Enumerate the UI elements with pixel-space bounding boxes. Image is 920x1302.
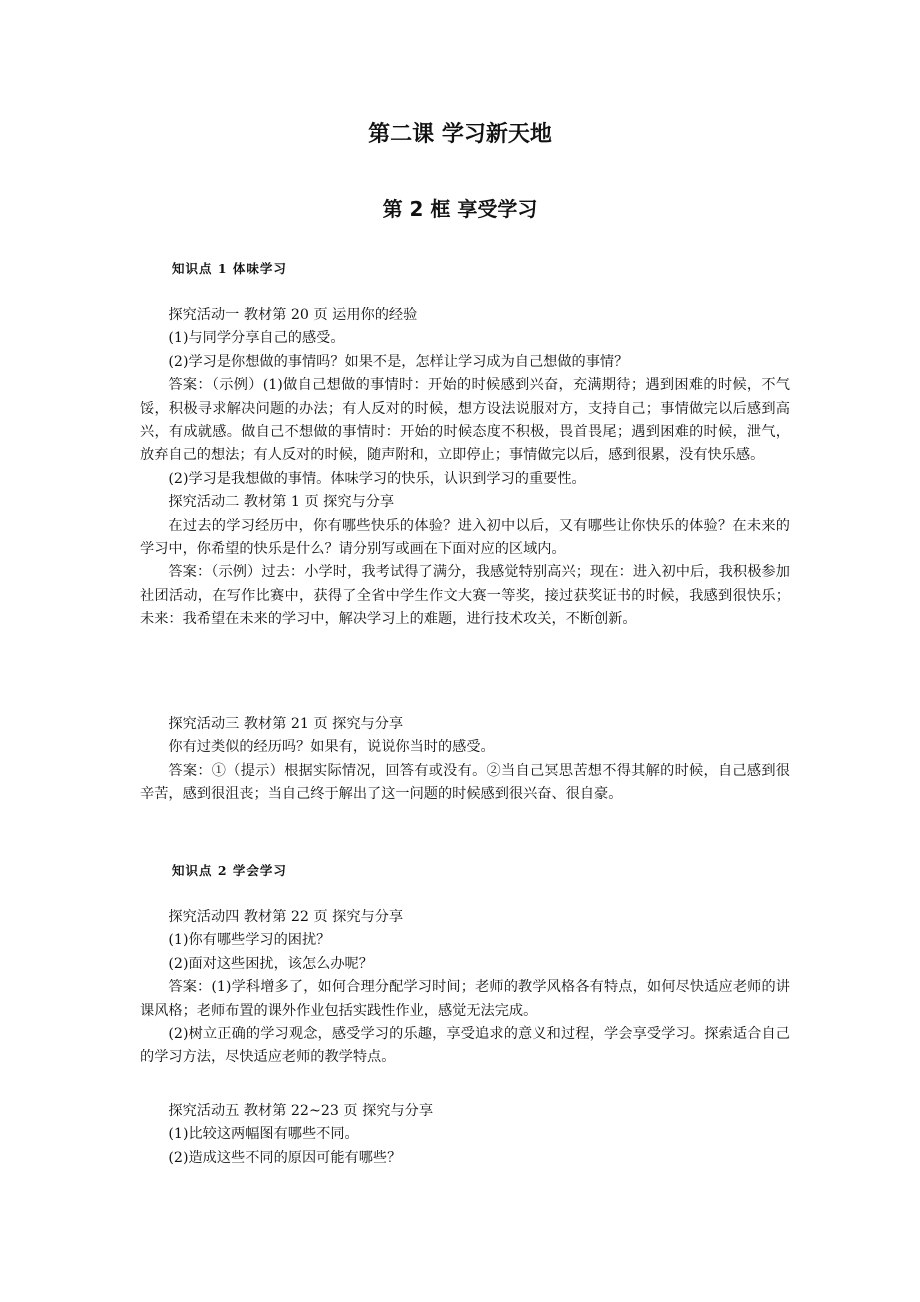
activity-4-question-1: (1)你有哪些学习的困扰？ xyxy=(168,932,331,949)
activity-4-question-2: (2)面对这些困扰，该怎么办呢？ xyxy=(168,955,373,972)
activity-4-answer-2: (2)树立正确的学习观念，感受学习的乐趣，享受追求的意义和过程，学会享受学习。探索适合自己的学习方法，尽快适应老师的教学特点。 xyxy=(140,1026,790,1066)
activity-5-question-2: (2)造成这些不同的原因可能有哪些？ xyxy=(168,1149,402,1166)
document-page xyxy=(140,0,790,1302)
activity-3-question: 你有过类似的经历吗？如果有，说说你当时的感受。 xyxy=(168,739,495,756)
activity-1-question-2: (2)学习是你想做的事情吗？如果不是，怎样让学习成为自己想做的事情？ xyxy=(168,353,629,370)
activity-2-answer: 答案：（示例）过去：小学时，我考试得了满分，我感觉特别高兴；现在：进入初中后，我积极参加社团活动，在写作比赛中，获得了全省中学生作文大赛一等奖，接过获奖证书的时候，我感到很快乐；未来：我希望在未来的学习中，解决学习上的难题，进行技术攻关，不断创新。 xyxy=(140,564,790,628)
activity-1-question-1: (1)与同学分享自己的感受。 xyxy=(168,330,345,347)
activity-5-section xyxy=(140,1100,790,1170)
activity-3-heading: 探究活动三 教材第 21 页 探究与分享 xyxy=(168,716,404,732)
activity-3-section xyxy=(140,713,790,807)
activity-1-section xyxy=(140,304,790,632)
activity-2-question: 在过去的学习经历中，你有哪些快乐的体验？进入初中以后，又有哪些让你快乐的体验？在未来的学习中，你希望的快乐是什么？请分别写或画在下面对应的区域内。 xyxy=(140,517,790,558)
activity-5-heading: 探究活动五 教材第 22~23 页 探究与分享 xyxy=(168,1103,434,1119)
knowledge-point-2-heading: 知识点 2 学会学习 xyxy=(172,863,287,878)
activity-1-answer-2: (2)学习是我想做的事情。体味学习的快乐，认识到学习的重要性。 xyxy=(168,470,586,487)
activity-1-heading: 探究活动一 教材第 20 页 运用你的经验 xyxy=(168,307,418,323)
activity-2-heading: 探究活动二 教材第 1 页 探究与分享 xyxy=(168,494,395,511)
activity-1-answer-1: 答案：（示例）(1)做自己想做的事情时：开始的时候感到兴奋，充满期待；遇到困难的时候，不气馁，积极寻求解决问题的办法；有人反对的时候，想方设法说服对方，支持自己；事情做完以后感到高兴，有成就感。做自己不想做的事情时：开始的时候态度不积极，畏首畏尾；遇到困难的时候，泄气，放弃自己的想法；有人反对的时候，随声附和，立即停止；事情做完以后，感到很累，没有快乐感。 xyxy=(140,377,790,464)
activity-3-answer: 答案：①（提示）根据实际情况，回答有或没有。②当自己冥思苦想不得其解的时候，自己感到很辛苦，感到很沮丧；当自己终于解出了这一问题的时候感到很兴奋、很自豪。 xyxy=(140,762,790,803)
activity-4-answer-1: 答案：(1)学科增多了，如何合理分配学习时间；老师的教学风格各有特点，如何尽快适应老师的讲课风格；老师布置的课外作业包括实践性作业，感觉无法完成。 xyxy=(140,979,790,1019)
activity-5-question-1: (1)比较这两幅图有哪些不同。 xyxy=(168,1126,359,1143)
lesson-title: 第二课 学习新天地 xyxy=(368,122,552,147)
knowledge-point-1-heading: 知识点 1 体味学习 xyxy=(172,261,287,276)
activity-4-section xyxy=(140,906,790,1070)
activity-4-heading: 探究活动四 教材第 22 页 探究与分享 xyxy=(168,909,404,925)
frame-title: 第 2 框 享受学习 xyxy=(382,197,538,221)
